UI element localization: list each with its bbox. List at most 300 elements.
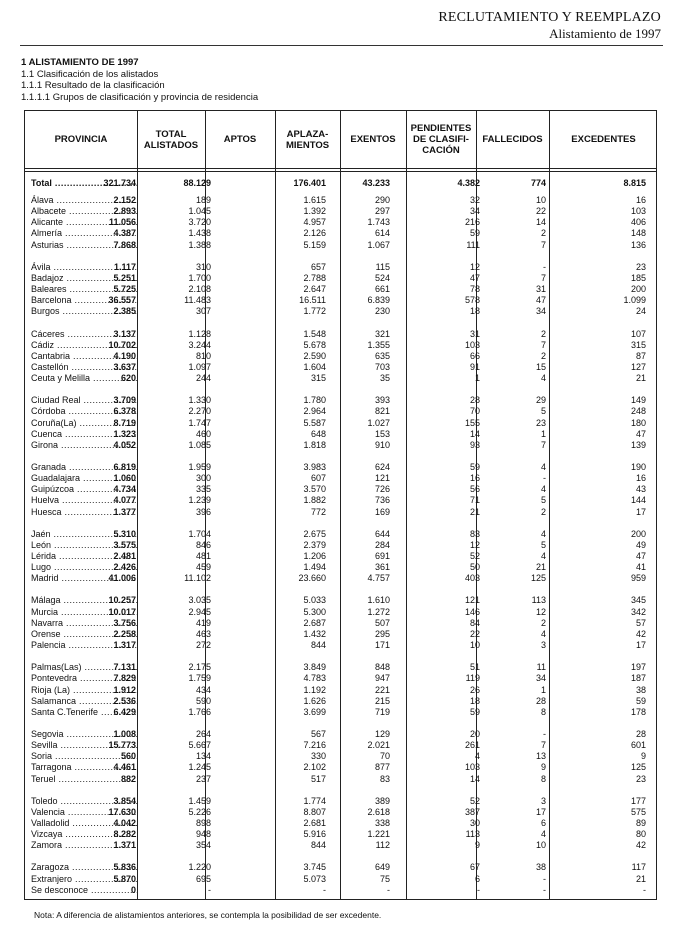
table-row bbox=[25, 629, 656, 640]
table-row bbox=[25, 751, 656, 762]
cell-fallecidos: 12 bbox=[535, 607, 546, 617]
running-header-subtitle: Alistamiento de 1997 bbox=[549, 26, 661, 41]
cell-fallecidos: 4 bbox=[540, 529, 546, 539]
cell-aptos: 1.700 bbox=[188, 273, 211, 283]
cell-pendientes: 16 bbox=[469, 473, 480, 483]
cell-fallecidos: 8 bbox=[540, 774, 546, 784]
cell-provincia: León ..... bbox=[31, 540, 137, 551]
cell-excedentes: 107 bbox=[630, 329, 646, 339]
cell-aplazamientos: 2.126 bbox=[303, 228, 326, 238]
table-row bbox=[25, 562, 656, 573]
cell-excedentes: 87 bbox=[635, 351, 646, 361]
table-row bbox=[25, 340, 656, 351]
cell-fallecidos: 4 bbox=[540, 484, 546, 494]
cell-aplazamientos: 1.818 bbox=[303, 440, 326, 450]
cell-aplazamientos: 3.699 bbox=[303, 707, 326, 717]
cell-total-alistados: 11.056 bbox=[108, 217, 136, 227]
table-row bbox=[25, 373, 656, 384]
cell-provincia: Sevilla ..... bbox=[31, 740, 137, 751]
cell-provincia: Teruel ..... bbox=[31, 774, 137, 785]
cell-exentos: 736 bbox=[374, 495, 390, 505]
cell-total-alistados: 882 bbox=[120, 774, 136, 784]
table-row bbox=[25, 429, 656, 440]
cell-excedentes: 180 bbox=[630, 418, 646, 428]
cell-pendientes: 403 bbox=[464, 573, 480, 583]
cell-provincia: Toledo ..... bbox=[31, 796, 137, 807]
cell-aplazamientos: 2.964 bbox=[303, 406, 326, 416]
cell-excedentes: 190 bbox=[630, 462, 646, 472]
cell-excedentes: 17 bbox=[635, 640, 646, 650]
cell-exentos: 389 bbox=[374, 796, 390, 806]
table-row bbox=[25, 484, 656, 495]
cell-provincia: Lugo ..... bbox=[31, 562, 137, 573]
cell-provincia: Asturias ..... bbox=[31, 240, 137, 251]
cell-fallecidos: - bbox=[543, 729, 546, 739]
table-row bbox=[25, 595, 656, 606]
cell-fallecidos: 34 bbox=[535, 306, 546, 316]
cell-aplazamientos: 1.626 bbox=[303, 696, 326, 706]
cell-pendientes: 12 bbox=[469, 262, 480, 272]
cell-aptos: 335 bbox=[195, 484, 211, 494]
table-row bbox=[25, 295, 656, 306]
table-row bbox=[25, 306, 656, 317]
section-heading-1-1-1-1: 1.1.1.1 Grupos de clasificación y provincia de residencia bbox=[21, 91, 259, 103]
cell-exentos: 295 bbox=[374, 629, 390, 639]
cell-aplazamientos: 5.587 bbox=[303, 418, 326, 428]
cell-total-alistados: 2.481 bbox=[113, 551, 136, 561]
cell-provincia: Palmas(Las) ..... bbox=[31, 662, 137, 673]
cell-excedentes: 38 bbox=[635, 685, 646, 695]
cell-aptos: 810 bbox=[195, 351, 211, 361]
cell-aplazamientos: 4.783 bbox=[303, 673, 326, 683]
cell-excedentes: 47 bbox=[635, 429, 646, 439]
cell-aptos: 846 bbox=[195, 540, 211, 550]
cell-excedentes: 9 bbox=[640, 751, 646, 761]
cell-fallecidos: 5 bbox=[540, 495, 546, 505]
cell-aptos: 2.175 bbox=[188, 662, 211, 672]
cell-total-alistados: 2.893 bbox=[113, 206, 136, 216]
cell-excedentes: 59 bbox=[635, 696, 646, 706]
cell-aplazamientos: 772 bbox=[310, 507, 326, 517]
cell-aptos: 1.097 bbox=[188, 362, 211, 372]
cell-total-alistados: 1.317 bbox=[113, 640, 136, 650]
cell-exentos: 1.355 bbox=[367, 340, 390, 350]
cell-excedentes: 41 bbox=[635, 562, 646, 572]
cell-aptos: 11.483 bbox=[184, 295, 211, 305]
cell-fallecidos: 774 bbox=[530, 178, 546, 188]
cell-excedentes: - bbox=[643, 885, 646, 895]
cell-aplazamientos: 3.570 bbox=[303, 484, 326, 494]
cell-pendientes: 9 bbox=[474, 840, 480, 850]
cell-aplazamientos: 8.807 bbox=[303, 807, 326, 817]
cell-aptos: 3.244 bbox=[188, 340, 211, 350]
cell-fallecidos: 4 bbox=[540, 373, 546, 383]
cell-aptos: 2.108 bbox=[188, 284, 211, 294]
cell-fallecidos: 113 bbox=[531, 595, 546, 605]
cell-exentos: 703 bbox=[374, 362, 390, 372]
cell-fallecidos: 10 bbox=[535, 195, 546, 205]
cell-aptos: 5.667 bbox=[188, 740, 211, 750]
cell-fallecidos: 17 bbox=[535, 807, 546, 817]
table-row bbox=[25, 418, 656, 429]
cell-fallecidos: 4 bbox=[540, 629, 546, 639]
cell-aptos: 1.704 bbox=[188, 529, 211, 539]
cell-exentos: 848 bbox=[374, 662, 390, 672]
cell-excedentes: 345 bbox=[630, 595, 646, 605]
cell-provincia: Cantabria ..... bbox=[31, 351, 137, 362]
cell-fallecidos: 1 bbox=[540, 685, 546, 695]
cell-total-alistados: 2.258 bbox=[113, 629, 136, 639]
cell-excedentes: 1.099 bbox=[623, 295, 646, 305]
cell-provincia: Salamanca ..... bbox=[31, 696, 137, 707]
cell-aplazamientos: - bbox=[323, 885, 326, 895]
cell-pendientes: 216 bbox=[464, 217, 480, 227]
table-row bbox=[25, 462, 656, 473]
cell-fallecidos: 8 bbox=[540, 707, 546, 717]
cell-aplazamientos: 1.604 bbox=[303, 362, 326, 372]
col-header-provincia: PROVINCIA bbox=[54, 134, 108, 145]
cell-total-alistados: 4.734 bbox=[113, 484, 136, 494]
table-row bbox=[25, 696, 656, 707]
cell-aptos: 396 bbox=[195, 507, 211, 517]
cell-exentos: 361 bbox=[374, 562, 390, 572]
cell-fallecidos: 31 bbox=[535, 284, 546, 294]
cell-provincia: Santa C.Tenerife ..... bbox=[31, 707, 137, 718]
cell-exentos: 635 bbox=[374, 351, 390, 361]
cell-excedentes: 89 bbox=[635, 818, 646, 828]
table-row bbox=[25, 507, 656, 518]
cell-fallecidos: - bbox=[543, 262, 546, 272]
cell-aptos: 264 bbox=[195, 729, 211, 739]
cell-exentos: 121 bbox=[374, 473, 390, 483]
col-header-total-alistados: TOTAL ALISTADOS bbox=[143, 128, 199, 151]
table-row bbox=[25, 662, 656, 673]
cell-pendientes: 14 bbox=[469, 774, 480, 784]
cell-exentos: 297 bbox=[374, 206, 390, 216]
cell-aptos: 1.128 bbox=[188, 329, 211, 339]
cell-fallecidos: 125 bbox=[530, 573, 546, 583]
cell-pendientes: 6 bbox=[474, 874, 480, 884]
cell-total-alistados: 1.117 bbox=[113, 262, 136, 272]
cell-fallecidos: 15 bbox=[535, 362, 546, 372]
cell-aplazamientos: 2.687 bbox=[303, 618, 326, 628]
cell-pendientes: 261 bbox=[464, 740, 480, 750]
cell-total-alistados: 4.387 bbox=[113, 228, 136, 238]
cell-provincia: Navarra ..... bbox=[31, 618, 137, 629]
cell-total-alistados: 3.575 bbox=[113, 540, 136, 550]
section-heading-1-1-1: 1.1.1 Resultado de la clasificación bbox=[21, 80, 165, 91]
cell-fallecidos: 23 bbox=[535, 418, 546, 428]
cell-provincia: Extranjero ..... bbox=[31, 874, 137, 885]
cell-total-alistados: 2.536 bbox=[113, 696, 136, 706]
cell-exentos: 153 bbox=[374, 429, 390, 439]
cell-provincia: Orense ..... bbox=[31, 629, 137, 640]
cell-total-alistados: 5.725 bbox=[113, 284, 136, 294]
cell-exentos: 35 bbox=[379, 373, 390, 383]
cell-provincia: Álava ..... bbox=[31, 195, 137, 206]
cell-aplazamientos: 1.774 bbox=[303, 796, 326, 806]
cell-fallecidos: - bbox=[543, 885, 546, 895]
cell-excedentes: 42 bbox=[635, 840, 646, 850]
cell-provincia: Zamora ..... bbox=[31, 840, 137, 851]
cell-provincia: Guipúzcoa ..... bbox=[31, 484, 137, 495]
cell-exentos: 624 bbox=[374, 462, 390, 472]
cell-aptos: 1.766 bbox=[188, 707, 211, 717]
cell-total-alistados: 7.868 bbox=[113, 240, 136, 250]
cell-provincia: Burgos ..... bbox=[31, 306, 137, 317]
cell-pendientes: 20 bbox=[469, 729, 480, 739]
cell-aplazamientos: 1.772 bbox=[303, 306, 326, 316]
cell-total-alistados: 41.006 bbox=[108, 573, 136, 583]
cell-exentos: 821 bbox=[374, 406, 390, 416]
cell-provincia: Jaén ..... bbox=[31, 529, 137, 540]
cell-excedentes: 136 bbox=[630, 240, 646, 250]
cell-pendientes: 59 bbox=[469, 228, 480, 238]
cell-provincia: Palencia ..... bbox=[31, 640, 137, 651]
cell-aptos: 310 bbox=[195, 262, 211, 272]
cell-aptos: 1.220 bbox=[188, 862, 211, 872]
cell-exentos: 4.757 bbox=[367, 573, 390, 583]
table-row bbox=[25, 273, 656, 284]
footnote: Nota: A diferencia de alistamientos anteriores, se contempla la posibilidad de ser excedente. bbox=[34, 910, 382, 920]
cell-exentos: 338 bbox=[374, 818, 390, 828]
cell-total-alistados: 4.042 bbox=[113, 818, 136, 828]
cell-excedentes: 185 bbox=[630, 273, 646, 283]
cell-pendientes: 4.382 bbox=[457, 178, 480, 188]
cell-aplazamientos: 2.681 bbox=[303, 818, 326, 828]
cell-excedentes: 16 bbox=[635, 195, 646, 205]
cell-provincia: Zaragoza ..... bbox=[31, 862, 137, 873]
cell-aplazamientos: 517 bbox=[310, 774, 326, 784]
cell-total-alistados: 8.282 bbox=[113, 829, 136, 839]
table-row bbox=[25, 217, 656, 228]
cell-provincia: Coruña(La) ..... bbox=[31, 418, 137, 429]
cell-total-alistados: 17.630 bbox=[108, 807, 136, 817]
table-row bbox=[25, 540, 656, 551]
cell-aptos: 134 bbox=[195, 751, 211, 761]
cell-aptos: 300 bbox=[195, 473, 211, 483]
table-row bbox=[25, 228, 656, 239]
cell-aplazamientos: 1.192 bbox=[303, 685, 326, 695]
cell-provincia: Cádiz ..... bbox=[31, 340, 137, 351]
cell-total-alistados: 7.829 bbox=[113, 673, 136, 683]
cell-exentos: 719 bbox=[374, 707, 390, 717]
cell-total-alistados: 5.310 bbox=[113, 529, 136, 539]
cell-aplazamientos: 1.432 bbox=[303, 629, 326, 639]
cell-provincia: Se desconoce ..... bbox=[31, 885, 137, 896]
cell-aplazamientos: 2.590 bbox=[303, 351, 326, 361]
cell-fallecidos: 28 bbox=[535, 696, 546, 706]
cell-aptos: 244 bbox=[195, 373, 211, 383]
cell-fallecidos: 4 bbox=[540, 462, 546, 472]
cell-pendientes: 578 bbox=[464, 295, 480, 305]
cell-total-alistados: 4.190 bbox=[113, 351, 136, 361]
cell-excedentes: 178 bbox=[630, 707, 646, 717]
cell-aplazamientos: 844 bbox=[310, 840, 326, 850]
cell-fallecidos: 34 bbox=[535, 673, 546, 683]
cell-fallecidos: 2 bbox=[540, 351, 546, 361]
cell-pendientes: 103 bbox=[464, 340, 480, 350]
cell-aptos: 1.959 bbox=[188, 462, 211, 472]
cell-pendientes: 83 bbox=[469, 529, 480, 539]
cell-aptos: 1.239 bbox=[188, 495, 211, 505]
cell-aplazamientos: 607 bbox=[310, 473, 326, 483]
cell-aplazamientos: 1.392 bbox=[303, 206, 326, 216]
table-row bbox=[25, 874, 656, 885]
cell-provincia: Cuenca ..... bbox=[31, 429, 137, 440]
cell-total-alistados: 3.637 bbox=[113, 362, 136, 372]
cell-excedentes: 601 bbox=[630, 740, 646, 750]
cell-fallecidos: 7 bbox=[540, 273, 546, 283]
table-row bbox=[25, 807, 656, 818]
cell-provincia: Huelva ..... bbox=[31, 495, 137, 506]
cell-pendientes: 34 bbox=[469, 206, 480, 216]
cell-fallecidos: - bbox=[543, 874, 546, 884]
cell-fallecidos: 4 bbox=[540, 829, 546, 839]
table-row bbox=[25, 618, 656, 629]
cell-excedentes: 139 bbox=[630, 440, 646, 450]
cell-excedentes: 127 bbox=[630, 362, 646, 372]
cell-pendientes: 28 bbox=[469, 395, 480, 405]
col-header-aptos: APTOS bbox=[223, 134, 257, 145]
cell-aptos: 1.085 bbox=[188, 440, 211, 450]
cell-provincia: Badajoz ..... bbox=[31, 273, 137, 284]
cell-pendientes: 10 bbox=[469, 640, 480, 650]
cell-exentos: 661 bbox=[374, 284, 390, 294]
cell-total-alistados: 36.557 bbox=[108, 295, 136, 305]
cell-pendientes: - bbox=[477, 885, 480, 895]
cell-provincia: Total ..... bbox=[31, 178, 137, 189]
table-row bbox=[25, 640, 656, 651]
cell-excedentes: 49 bbox=[635, 540, 646, 550]
cell-total-alistados: 5.251 bbox=[113, 273, 136, 283]
cell-exentos: 1.221 bbox=[367, 829, 390, 839]
cell-total-alistados: 8.719 bbox=[113, 418, 136, 428]
cell-fallecidos: 22 bbox=[535, 206, 546, 216]
cell-aplazamientos: 2.647 bbox=[303, 284, 326, 294]
classification-table bbox=[24, 110, 657, 900]
cell-exentos: - bbox=[387, 885, 390, 895]
cell-total-alistados: 2.385 bbox=[113, 306, 136, 316]
table-row bbox=[25, 740, 656, 751]
cell-provincia: Murcia ..... bbox=[31, 607, 137, 618]
cell-exentos: 70 bbox=[379, 751, 390, 761]
cell-exentos: 129 bbox=[374, 729, 390, 739]
cell-fallecidos: 1 bbox=[540, 429, 546, 439]
cell-fallecidos: 13 bbox=[535, 751, 546, 761]
cell-excedentes: 197 bbox=[630, 662, 646, 672]
col-header-exentos: EXENTOS bbox=[350, 134, 396, 145]
cell-pendientes: 146 bbox=[464, 607, 480, 617]
cell-fallecidos: 11 bbox=[536, 662, 546, 672]
cell-pendientes: 84 bbox=[469, 618, 480, 628]
table-row bbox=[25, 885, 656, 896]
cell-fallecidos: 10 bbox=[535, 840, 546, 850]
cell-aplazamientos: 1.780 bbox=[303, 395, 326, 405]
cell-provincia: Barcelona ..... bbox=[31, 295, 137, 306]
cell-excedentes: 21 bbox=[635, 874, 646, 884]
cell-aptos: 948 bbox=[195, 829, 211, 839]
cell-provincia: Segovia ..... bbox=[31, 729, 137, 740]
cell-pendientes: 78 bbox=[469, 284, 480, 294]
cell-exentos: 215 bbox=[374, 696, 390, 706]
cell-excedentes: 248 bbox=[630, 406, 646, 416]
cell-excedentes: 575 bbox=[630, 807, 646, 817]
cell-aplazamientos: 5.073 bbox=[303, 874, 326, 884]
cell-exentos: 614 bbox=[374, 228, 390, 238]
cell-exentos: 284 bbox=[374, 540, 390, 550]
cell-excedentes: 17 bbox=[635, 507, 646, 517]
cell-aplazamientos: 3.849 bbox=[303, 662, 326, 672]
cell-exentos: 524 bbox=[374, 273, 390, 283]
cell-excedentes: 43 bbox=[635, 484, 646, 494]
cell-excedentes: 57 bbox=[635, 618, 646, 628]
cell-pendientes: 50 bbox=[469, 562, 480, 572]
cell-provincia: Baleares ..... bbox=[31, 284, 137, 295]
cell-exentos: 726 bbox=[374, 484, 390, 494]
cell-provincia: Málaga ..... bbox=[31, 595, 137, 606]
cell-fallecidos: 2 bbox=[540, 618, 546, 628]
cell-aptos: 2.270 bbox=[188, 406, 211, 416]
cell-aptos: 307 bbox=[195, 306, 211, 316]
cell-aplazamientos: 5.678 bbox=[303, 340, 326, 350]
cell-fallecidos: 7 bbox=[540, 340, 546, 350]
cell-aplazamientos: 567 bbox=[310, 729, 326, 739]
cell-aptos: 1.438 bbox=[188, 228, 211, 238]
table-row bbox=[25, 607, 656, 618]
cell-excedentes: 28 bbox=[635, 729, 646, 739]
cell-aptos: 1.330 bbox=[188, 395, 211, 405]
cell-provincia: Valladolid ..... bbox=[31, 818, 137, 829]
cell-excedentes: 47 bbox=[635, 551, 646, 561]
cell-aptos: 3.035 bbox=[188, 595, 211, 605]
cell-exentos: 947 bbox=[374, 673, 390, 683]
cell-total-alistados: 6.378 bbox=[113, 406, 136, 416]
table-row bbox=[25, 473, 656, 484]
cell-total-alistados: 4.461 bbox=[113, 762, 136, 772]
cell-pendientes: 30 bbox=[469, 818, 480, 828]
cell-exentos: 112 bbox=[375, 840, 390, 850]
cell-aplazamientos: 7.216 bbox=[303, 740, 326, 750]
cell-exentos: 507 bbox=[374, 618, 390, 628]
cell-provincia: Cáceres ..... bbox=[31, 329, 137, 340]
cell-exentos: 221 bbox=[374, 685, 390, 695]
cell-provincia: Madrid ..... bbox=[31, 573, 137, 584]
table-row bbox=[25, 351, 656, 362]
table-row bbox=[25, 440, 656, 451]
cell-aptos: 1.388 bbox=[188, 240, 211, 250]
cell-total-alistados: 1.377 bbox=[113, 507, 136, 517]
cell-pendientes: 52 bbox=[469, 796, 480, 806]
cell-total-alistados: 5.870 bbox=[113, 874, 136, 884]
cell-exentos: 2.021 bbox=[367, 740, 390, 750]
cell-fallecidos: 5 bbox=[540, 406, 546, 416]
cell-pendientes: 111 bbox=[466, 240, 480, 250]
cell-total-alistados: 1.060 bbox=[113, 473, 136, 483]
cell-excedentes: 24 bbox=[635, 306, 646, 316]
cell-excedentes: 80 bbox=[635, 829, 646, 839]
cell-fallecidos: 7 bbox=[540, 240, 546, 250]
cell-pendientes: 51 bbox=[469, 662, 480, 672]
cell-excedentes: 200 bbox=[630, 284, 646, 294]
cell-provincia: Huesca ..... bbox=[31, 507, 137, 518]
cell-excedentes: 187 bbox=[630, 673, 646, 683]
cell-aptos: 1.459 bbox=[188, 796, 211, 806]
cell-aplazamientos: 5.916 bbox=[303, 829, 326, 839]
cell-excedentes: 148 bbox=[630, 228, 646, 238]
cell-aplazamientos: 2.788 bbox=[303, 273, 326, 283]
table-row bbox=[25, 395, 656, 406]
